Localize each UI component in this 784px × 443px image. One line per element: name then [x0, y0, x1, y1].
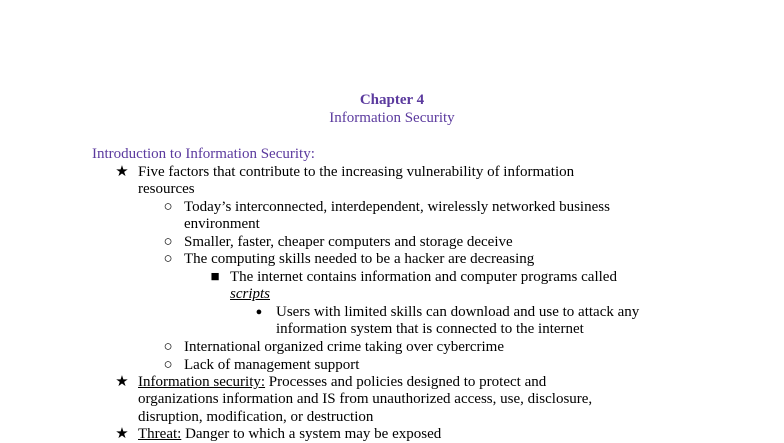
factors-text-line1: Five factors that contribute to the increasing vulnerability of information — [138, 164, 575, 180]
threat-definition-text: Danger to which a system may be exposed — [181, 426, 442, 442]
infosec-definition-text: Processes and policies designed to protect and — [265, 374, 547, 390]
infosec-definition-line1 — [138, 373, 546, 391]
section-heading: Introduction to Information Security: — [92, 146, 315, 162]
dot-bullet-icon: ● — [255, 306, 263, 318]
star-bullet-icon: ★ — [115, 374, 129, 390]
sub-item-1-line1: Today’s interconnected, interdependent, wirelessly networked business — [184, 199, 610, 215]
sub-item-3: The computing skills needed to be a hacker are decreasing — [184, 251, 535, 267]
circle-bullet-icon: ○ — [163, 357, 173, 373]
sub-sub-item-1-line1: The internet contains information and computer programs called — [230, 269, 617, 285]
circle-bullet-icon: ○ — [163, 234, 173, 250]
sub-item-2: Smaller, faster, cheaper computers and storage deceive — [184, 234, 513, 250]
sub-item-5: Lack of management support — [184, 357, 360, 373]
sub-sub-sub-item-1-line1: Users with limited skills can download and use to attack any — [276, 304, 640, 320]
sub-item-4: International organized crime taking over cybercrime — [184, 339, 504, 355]
threat-term: Threat: — [138, 426, 182, 442]
sub-sub-sub-item-1-line2: information system that is connected to the internet — [276, 321, 584, 337]
circle-bullet-icon: ○ — [163, 339, 173, 355]
circle-bullet-icon: ○ — [163, 199, 173, 215]
infosec-definition-line2: organizations information and IS from unauthorized access, use, disclosure, — [138, 391, 593, 407]
factors-text-line2: resources — [138, 181, 195, 197]
chapter-subtitle: Information Security — [329, 110, 455, 126]
square-bullet-icon: ■ — [210, 269, 220, 285]
star-bullet-icon: ★ — [115, 426, 129, 442]
scripts-term: scripts — [230, 286, 271, 302]
circle-bullet-icon: ○ — [163, 251, 173, 267]
infosec-definition-line3: disruption, modification, or destruction — [138, 409, 374, 425]
threat-definition — [138, 425, 441, 443]
sub-item-1-line2: environment — [184, 216, 260, 232]
chapter-title: Chapter 4 — [359, 92, 425, 108]
star-bullet-icon: ★ — [115, 164, 129, 180]
infosec-term: Information security: — [138, 374, 266, 390]
